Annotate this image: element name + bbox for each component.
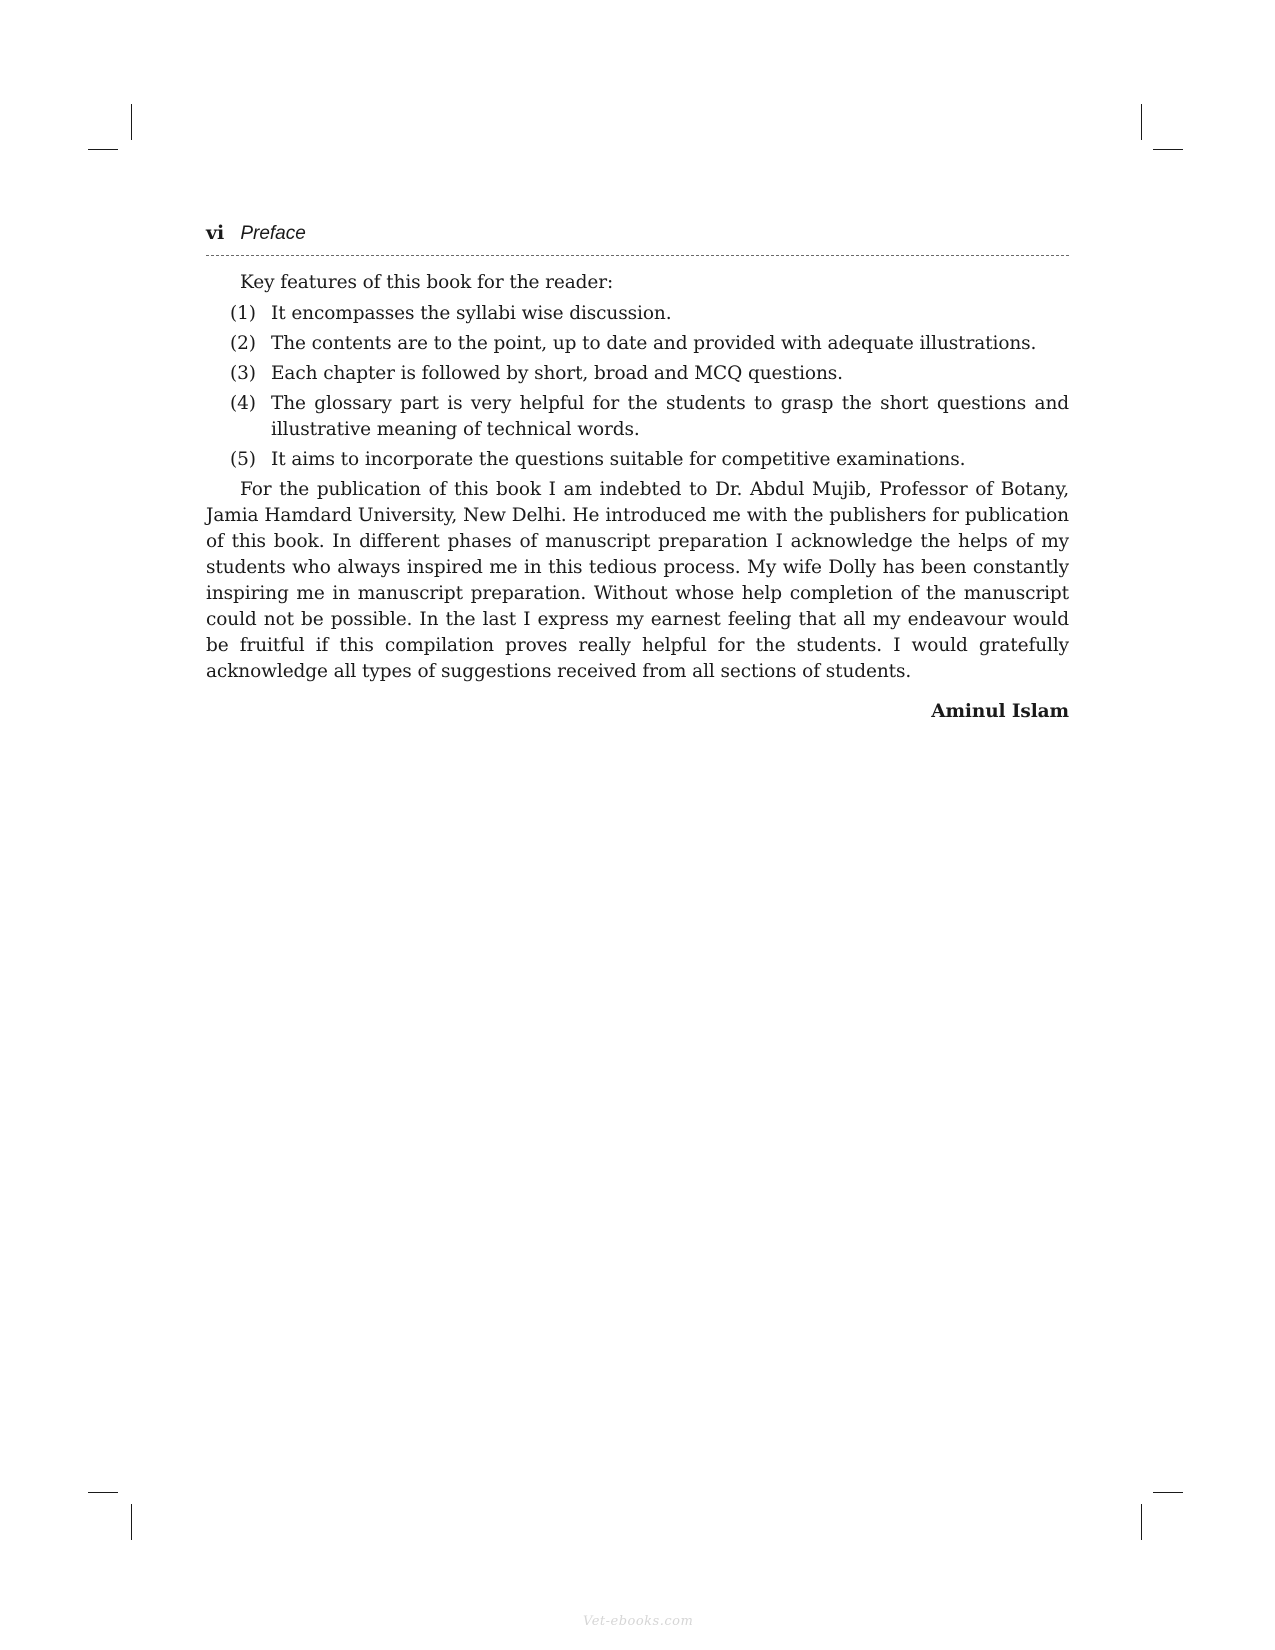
crop-mark-bottom-left-vertical [131, 1504, 132, 1540]
author-signature: Aminul Islam [931, 701, 1069, 722]
list-item-text: It encompasses the syllabi wise discussion. [271, 303, 672, 324]
list-item [206, 447, 1069, 473]
list-item-number: (5) [230, 449, 256, 470]
list-item [206, 331, 1069, 357]
header-rule [206, 255, 1069, 256]
crop-mark-top-left-horizontal [88, 149, 118, 150]
acknowledgement-paragraph: For the publication of this book I am indebted to Dr. Abdul Mujib, Professor of Botany, Jamia Hamdard University, New Delhi. He introduced me with the publishers for publication of this book. In different phases of manuscript preparation I acknowledge the helps of my students who always inspired me in this tedious process. My wife Dolly has been constantly inspiring me in manuscript preparation. Without whose help completion of the manuscript could not be possible. In the last I express my earnest feeling that all my endeavour would be fruitful if this compilation proves really helpful for the students. I would gratefully acknowledge all types of suggestions received from all sections of students. [206, 479, 1069, 682]
list-item-text: Each chapter is followed by short, broad and MCQ questions. [271, 363, 843, 384]
watermark: Vet-ebooks.com [583, 1614, 694, 1629]
list-item [206, 391, 1069, 443]
list-item-text: The contents are to the point, up to date and provided with adequate illustrations. [271, 333, 1037, 354]
crop-mark-bottom-right-vertical [1141, 1504, 1142, 1540]
section-title: Preface [240, 223, 306, 244]
page-number: vi [206, 222, 225, 244]
list-item-number: (1) [230, 303, 256, 324]
list-item-text: It aims to incorporate the questions suitable for competitive examinations. [271, 449, 966, 470]
running-head [206, 221, 306, 246]
list-item [206, 361, 1069, 387]
preface-body [206, 270, 1069, 725]
list-item [206, 301, 1069, 327]
list-item-number: (3) [230, 363, 256, 384]
list-item-number: (4) [230, 393, 256, 414]
crop-mark-top-right-vertical [1141, 104, 1142, 140]
crop-mark-top-right-horizontal [1153, 149, 1183, 150]
list-item-text: The glossary part is very helpful for the students to grasp the short questions and illustrative meaning of technical words. [271, 393, 1069, 440]
list-item-number: (2) [230, 333, 256, 354]
crop-mark-top-left-vertical [131, 104, 132, 140]
crop-mark-bottom-right-horizontal [1153, 1492, 1183, 1493]
features-intro: Key features of this book for the reader: [240, 272, 614, 293]
crop-mark-bottom-left-horizontal [88, 1492, 118, 1493]
features-list [206, 301, 1069, 473]
